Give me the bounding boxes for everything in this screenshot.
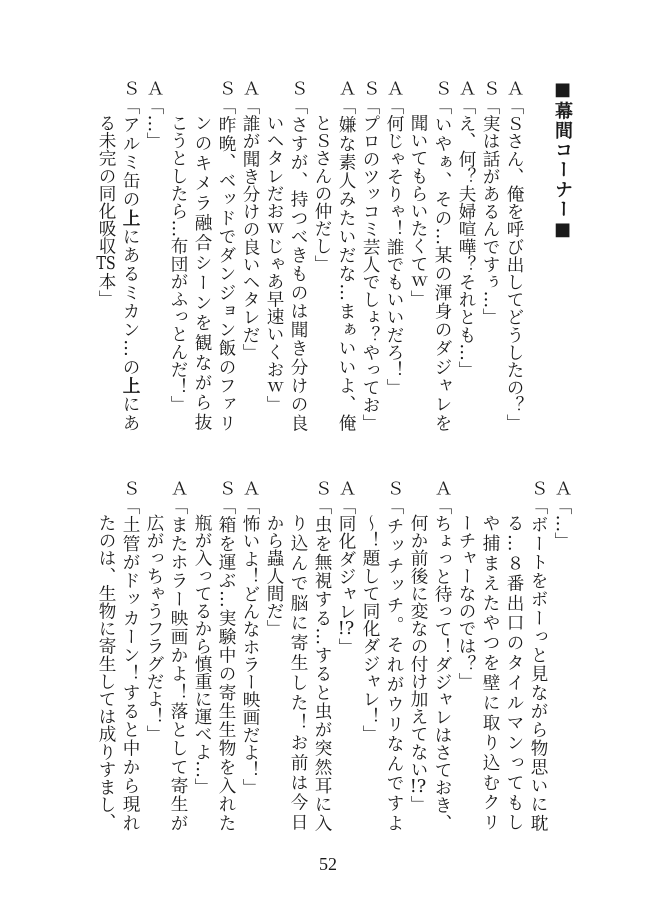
speaker-label: Ｓ [432, 79, 452, 97]
speaker-label: Ｓ [120, 479, 140, 497]
continuation-line [406, 479, 430, 831]
dialogue-line [118, 79, 142, 431]
dialogue-text: り込んで脳に寄生した！お前は今日 [288, 514, 308, 831]
speaker-label: Ｓ [216, 79, 236, 97]
speaker-label: Ａ [336, 479, 356, 497]
dialogue-line [430, 79, 454, 431]
dialogue-text: 「虫を無視する…すると虫が突然耳に入 [312, 496, 332, 831]
continuation-line [262, 79, 286, 431]
continuation-line [190, 479, 214, 831]
text-segment: 本」 [96, 272, 116, 308]
dialogue-line [214, 479, 238, 831]
dialogue-text: 〜！題して同化ダジャレ！」 [360, 514, 380, 743]
text-segment: にあ [120, 394, 140, 431]
dialogue-text: いヘタレだおｗじゃあ早速いくおｗ」 [264, 114, 284, 414]
dialogue-line [382, 479, 406, 831]
dialogue-line [238, 479, 262, 831]
dialogue-line [430, 479, 454, 831]
continuation-line [142, 479, 166, 831]
dialogue-text [406, 514, 430, 831]
continuation-line [406, 79, 430, 431]
speaker-label: Ｓ [480, 79, 500, 97]
continuation-line [94, 79, 118, 431]
dialogue-text: 「土管がドッカーン！すると中から現れ [120, 496, 140, 831]
dialogue-text [94, 114, 118, 431]
continuation-line [478, 479, 502, 831]
speaker-label: Ｓ [288, 79, 308, 97]
dialogue-section-bottom [94, 479, 574, 831]
dialogue-line [358, 79, 382, 431]
speaker-label: Ｓ [312, 479, 332, 497]
dialogue-text: こうとしたら…布団がふっとんだ！」 [168, 114, 188, 414]
dialogue-text: 「さすが、持つべきものは聞き分けの良 [288, 96, 308, 431]
speaker-label: Ａ [504, 79, 524, 97]
dialogue-text: 「Ｓさん、俺を呼び出してどうしたの？」 [504, 96, 524, 432]
dialogue-text: 「実は話があるんですぅ…」 [480, 96, 500, 326]
dialogue-line [478, 79, 502, 431]
dialogue-text: ンのキメラ融合シーンを観ながら抜 [192, 114, 212, 431]
text-segment: る未完の同化吸収 [96, 114, 116, 255]
page-number: 52 [319, 854, 337, 874]
continuation-line [502, 479, 526, 831]
speaker-label: Ａ [240, 79, 260, 97]
speaker-label: Ｓ [360, 79, 380, 97]
dialogue-text: ーチャーなのでは？」 [456, 514, 476, 691]
tate-chu-yoko-text: !? [409, 778, 427, 796]
dialogue-line [382, 79, 406, 431]
text-segment: にあるミカン…の [120, 227, 140, 377]
continuation-line [310, 79, 334, 431]
dialogue-line [502, 79, 526, 431]
dialogue-text: 「…」 [144, 96, 164, 150]
dialogue-line [310, 479, 334, 831]
dialogue-text: 「箱を運ぶ…実験中の寄生生物を入れた [216, 496, 236, 831]
dialogue-text: 「またホラー映画かよ！落として寄生が [168, 496, 188, 831]
dialogue-line [238, 79, 262, 431]
dialogue-text: 「何じゃそりゃ！誰でもいいだろ！」 [384, 96, 404, 396]
speaker-label: Ａ [144, 79, 164, 97]
dialogue-text: 瓶が入ってるから慎重に運べよ…」 [192, 514, 212, 796]
text-segment: 何か前後に変なの付け加えてない [408, 514, 428, 779]
dialogue-text: 「ボートをボーっと見ながら物思いに耽 [528, 496, 548, 831]
dialogue-line [214, 79, 238, 431]
section-heading-text: ■幕間コーナー■ [552, 79, 573, 242]
dialogue-text: 「昨晩、ベッドでダンジョン飯のファリ [216, 96, 236, 431]
tate-chu-yoko-text: TS [96, 255, 116, 273]
dialogue-text [118, 97, 142, 431]
blank-line [526, 79, 550, 431]
text-segment: 」 [408, 795, 428, 814]
text-segment: 」 [336, 637, 356, 656]
speaker-label: Ａ [432, 479, 452, 497]
text-segment: 「アルミ缶の [120, 96, 140, 209]
speaker-label: Ｓ [216, 479, 236, 497]
speaker-label: Ａ [168, 479, 188, 497]
dialogue-line [454, 79, 478, 431]
dialogue-text: たのは、生物に寄生しては成りすまし、 [96, 514, 116, 831]
continuation-line [262, 479, 286, 831]
emphasis-text: 上 [120, 376, 141, 395]
dialogue-text: とＳさんの仲だし」 [312, 114, 332, 273]
section-heading [550, 79, 574, 431]
speaker-label: Ａ [336, 79, 356, 97]
dialogue-text: 「誰が聞き分けの良いヘタレだ」 [240, 96, 260, 361]
continuation-line [454, 479, 478, 831]
dialogue-text: や捕まえたやつを壁に取り込むクリ [480, 514, 500, 831]
dialogue-text: 聞いてもらいたくてｗ」 [408, 114, 428, 308]
speaker-label: Ａ [456, 79, 476, 97]
dialogue-text: 「いやぁ、その…某の渾身のダジャレを [432, 96, 452, 431]
dialogue-line [334, 79, 358, 431]
dialogue-text: 「ちょっと待って！ダジャレはさておき、 [432, 496, 452, 832]
dialogue-line [550, 479, 574, 831]
continuation-line [286, 479, 310, 831]
dialogue-text: る…８番出口のタイルマンってもし [504, 514, 524, 831]
dialogue-text: 「嫌な素人みたいだな…まぁいいよ、俺 [336, 96, 356, 431]
dialogue-text: 「…」 [552, 496, 572, 550]
dialogue-text: 「チッチッチ。それがウリなんですよ [384, 496, 404, 831]
tate-chu-yoko-text: !? [337, 619, 355, 638]
dialogue-section-top [94, 79, 574, 431]
text-segment: 「同化ダジャレ [336, 496, 356, 620]
continuation-line [190, 79, 214, 431]
dialogue-line [166, 479, 190, 831]
emphasis-text: 上 [120, 208, 141, 228]
dialogue-text: 「プロのツッコミ芸人でしょ？やってお」 [360, 96, 380, 432]
speaker-label: Ａ [552, 479, 572, 497]
dialogue-line [142, 79, 166, 431]
speaker-label: Ｓ [528, 479, 548, 497]
continuation-line [166, 79, 190, 431]
dialogue-line [118, 479, 142, 831]
dialogue-line [526, 479, 550, 831]
speaker-label: Ａ [240, 479, 260, 497]
dialogue-text: 広がっちゃうフラグだよ！」 [144, 514, 164, 743]
dialogue-text [334, 497, 358, 831]
speaker-label: Ｓ [120, 79, 140, 97]
dialogue-text: から蟲人間だ」 [264, 514, 284, 638]
dialogue-text: 「怖いよ！どんなホラー映画だよ！」 [240, 496, 260, 796]
dialogue-text: 「え、何？夫婦喧嘩？それとも…」 [456, 96, 476, 379]
speaker-label: Ｓ [384, 479, 404, 497]
dialogue-line [334, 479, 358, 831]
speaker-label: Ａ [384, 79, 404, 97]
continuation-line [358, 479, 382, 831]
dialogue-line [286, 79, 310, 431]
continuation-line [94, 479, 118, 831]
